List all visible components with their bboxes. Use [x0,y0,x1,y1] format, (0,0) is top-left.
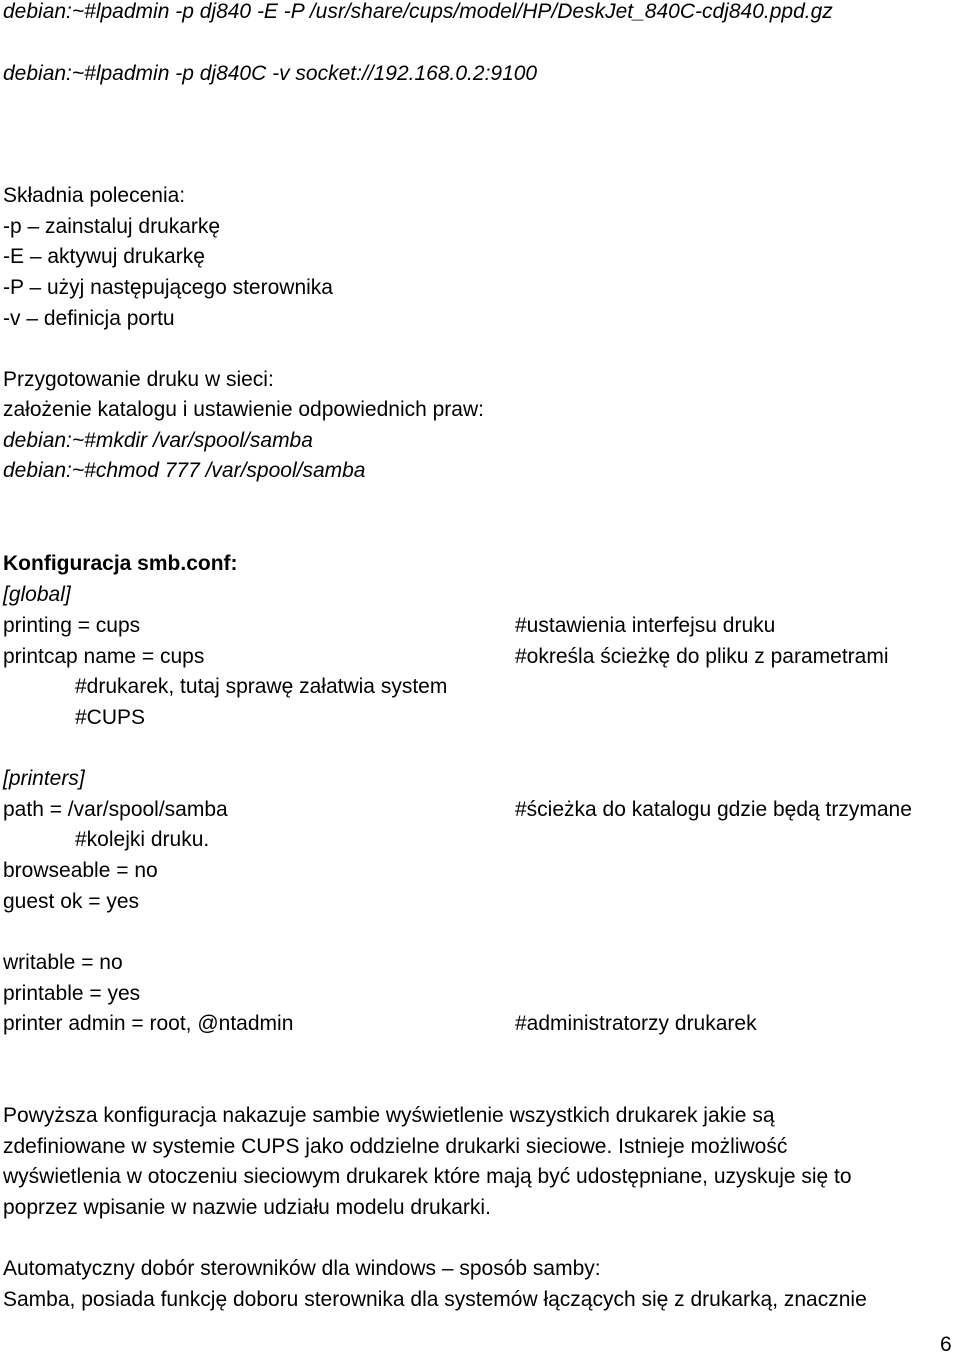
smb-printcap-comment: #określa ścieżkę do pliku z parametrami [515,645,889,668]
command-mkdir: debian:~#mkdir /var/spool/samba [3,429,313,452]
syntax-item-P: -P – użyj następującego sterownika [3,276,333,299]
smb-global-section: [global] [3,583,71,606]
paragraph2-line: Samba, posiada funkcję doboru sterownika dla systemów łączących się z drukarką, znacznie [3,1288,867,1311]
network-heading: Przygotowanie druku w sieci: [3,368,274,391]
paragraph1-line: Powyższa konfiguracja nakazuje sambie wyświetlenie wszystkich drukarek jakie są [3,1104,775,1127]
smb-printcap-comment-cups: #CUPS [75,706,146,729]
smb-guest-ok: guest ok = yes [3,890,139,913]
syntax-heading: Składnia polecenia: [3,184,186,207]
smb-printcap-comment-cont: #drukarek, tutaj sprawę załatwia system [75,675,448,698]
smb-printing: printing = cups [3,614,141,637]
page-number: 6 [940,1333,952,1356]
smb-printer-admin-comment: #administratorzy drukarek [515,1012,757,1035]
syntax-item-p: -p – zainstaluj drukarkę [3,215,221,238]
smb-path: path = /var/spool/samba [3,798,228,821]
smb-path-comment: #ścieżka do katalogu gdzie będą trzymane [515,798,912,821]
smb-printcap: printcap name = cups [3,645,205,668]
smb-printing-comment: #ustawienia interfejsu druku [515,614,776,637]
smb-writable: writable = no [3,951,123,974]
syntax-item-E: -E – aktywuj drukarkę [3,245,205,268]
paragraph2-heading: Automatyczny dobór sterowników dla windows – sposób samby: [3,1257,601,1280]
smb-printer-admin: printer admin = root, @ntadmin [3,1012,294,1035]
paragraph1-line: wyświetlenia w otoczeniu sieciowym drukarek które mają być udostępniane, uzyskuje się to [3,1165,852,1188]
network-text: założenie katalogu i ustawienie odpowiednich praw: [3,398,484,421]
smb-browseable: browseable = no [3,859,158,882]
command-lpadmin-ppd: debian:~#lpadmin -p dj840 -E -P /usr/share/cups/model/HP/DeskJet_840C-cdj840.ppd.gz [3,0,833,23]
command-chmod: debian:~#chmod 777 /var/spool/samba [3,459,366,482]
smb-path-comment-cont: #kolejki druku. [75,828,210,851]
smb-heading: Konfiguracja smb.conf: [3,552,238,575]
smb-printable: printable = yes [3,982,141,1005]
paragraph1-line: poprzez wpisanie w nazwie udziału modelu drukarki. [3,1196,491,1219]
paragraph1-line: zdefiniowane w systemie CUPS jako oddzielne drukarki sieciowe. Istnieje możliwość [3,1135,788,1158]
command-lpadmin-socket: debian:~#lpadmin -p dj840C -v socket://192.168.0.2:9100 [3,62,538,85]
syntax-item-v: -v – definicja portu [3,307,175,330]
smb-printers-section: [printers] [3,767,85,790]
